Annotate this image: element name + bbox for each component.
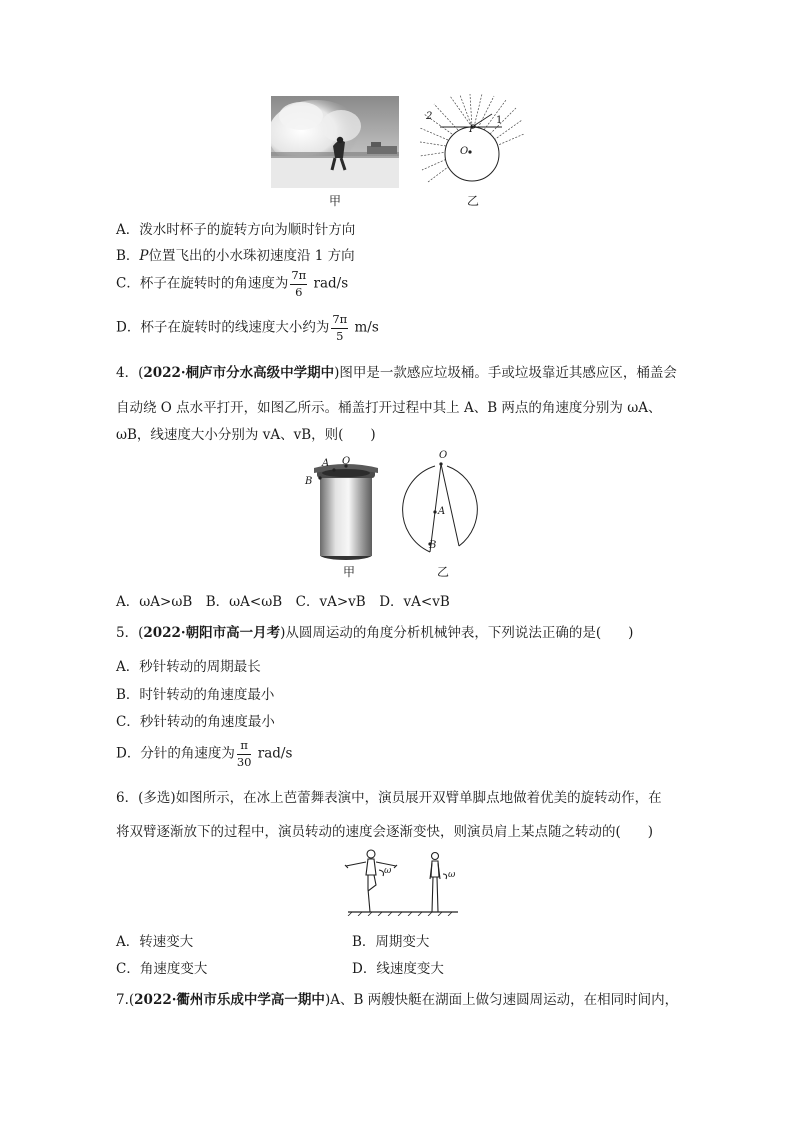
q4-options: A．ωA>ωB B．ωA<ωB C．vA>vB D．vA<vB bbox=[116, 594, 450, 610]
omega-label-right: ω bbox=[448, 870, 456, 880]
lid-label-A: A bbox=[438, 506, 446, 517]
q4-stem-line2: 自动绕 O 点水平打开，如图乙所示。桶盖打开过程中其上 A、B 两点的角速度分别为 ωA、 bbox=[116, 400, 662, 416]
ballet-figure bbox=[344, 846, 462, 916]
can-label-A: A bbox=[322, 458, 330, 469]
q6-option-c: C．角速度变大 bbox=[116, 961, 208, 977]
omega-label-left: ω bbox=[384, 866, 392, 876]
q3-option-b: B．P位置飞出的小水珠初速度沿 1 方向 bbox=[116, 248, 355, 264]
fraction: $\frac{7\pi}{6}$ bbox=[291, 268, 307, 299]
diagram-label-1: 1 bbox=[496, 115, 503, 126]
diagram-label-O: O bbox=[460, 146, 469, 157]
diagram-label-P: P bbox=[469, 124, 476, 135]
trash-can-figure bbox=[304, 456, 388, 566]
q7-source: 2022·衢州市乐成中学高一期中 bbox=[134, 992, 325, 1008]
lid-label-O: O bbox=[439, 450, 448, 461]
q5-option-a: A．秒针转动的周期最长 bbox=[116, 659, 261, 675]
q3-option-a: A．泼水时杯子的旋转方向为顺时针方向 bbox=[116, 222, 356, 238]
q5-source: 2022·朝阳市高一月考 bbox=[143, 625, 281, 641]
q7-stem: 7.(2022·衢州市乐成中学高一期中)A、B 两艘快艇在湖面上做匀速圆周运动，在相同时间内， bbox=[116, 992, 679, 1008]
lid-diagram bbox=[393, 450, 491, 562]
can-label-O: O bbox=[342, 456, 351, 467]
q6-option-b: B．周期变大 bbox=[352, 934, 430, 950]
q5-stem: 5．(2022·朝阳市高一月考)从圆周运动的角度分析机械钟表，下列说法正确的是( ) bbox=[116, 625, 634, 641]
diagram-label-2: 2 bbox=[426, 111, 433, 122]
fraction: $\frac{\pi}{30}$ bbox=[236, 738, 252, 769]
fraction: $\frac{7\pi}{5}$ bbox=[332, 312, 348, 343]
q6-option-a: A．转速变大 bbox=[116, 934, 194, 950]
photo-caption: 甲 bbox=[329, 194, 342, 208]
lid-label-B: B bbox=[429, 540, 437, 551]
can-label-B: B bbox=[305, 476, 313, 487]
q4-fig-caption-left: 甲 bbox=[343, 565, 356, 579]
q5-option-c: C．秒针转动的角速度最小 bbox=[116, 714, 275, 730]
q4-source: 2022·桐庐市分水高级中学期中 bbox=[143, 365, 335, 381]
splash-photo bbox=[271, 96, 399, 188]
q4-fig-caption-right: 乙 bbox=[437, 565, 450, 579]
q5-option-b: B．时针转动的角速度最小 bbox=[116, 687, 275, 703]
q6-stem-line1: 6．(多选)如图所示，在冰上芭蕾舞表演中，演员展开双臂单脚点地做着优美的旋转动作，在 bbox=[116, 790, 662, 806]
q3-option-c: C．杯子在旋转时的角速度为 $\frac{7\pi}{6}$ rad/s bbox=[116, 268, 349, 299]
circle-diagram bbox=[420, 94, 524, 188]
q4-stem-line1: 4．(2022·桐庐市分水高级中学期中)图甲是一款感应垃圾桶。手或垃圾靠近其感应区，桶盖会 bbox=[116, 365, 677, 381]
q6-stem-line2: 将双臂逐渐放下的过程中，演员转动的速度会逐渐变快，则演员肩上某点随之转动的( ) bbox=[116, 824, 654, 840]
q5-option-d: D．分针的角速度为 $\frac{\pi}{30}$ rad/s bbox=[116, 738, 293, 769]
q3-option-d: D．杯子在旋转时的线速度大小约为 $\frac{7\pi}{5}$ m/s bbox=[116, 312, 379, 343]
q4-stem-line3: ωB，线速度大小分别为 vA、vB，则( ) bbox=[116, 427, 376, 443]
q6-option-d: D．线速度变大 bbox=[352, 961, 444, 977]
diagram-caption: 乙 bbox=[467, 194, 480, 208]
